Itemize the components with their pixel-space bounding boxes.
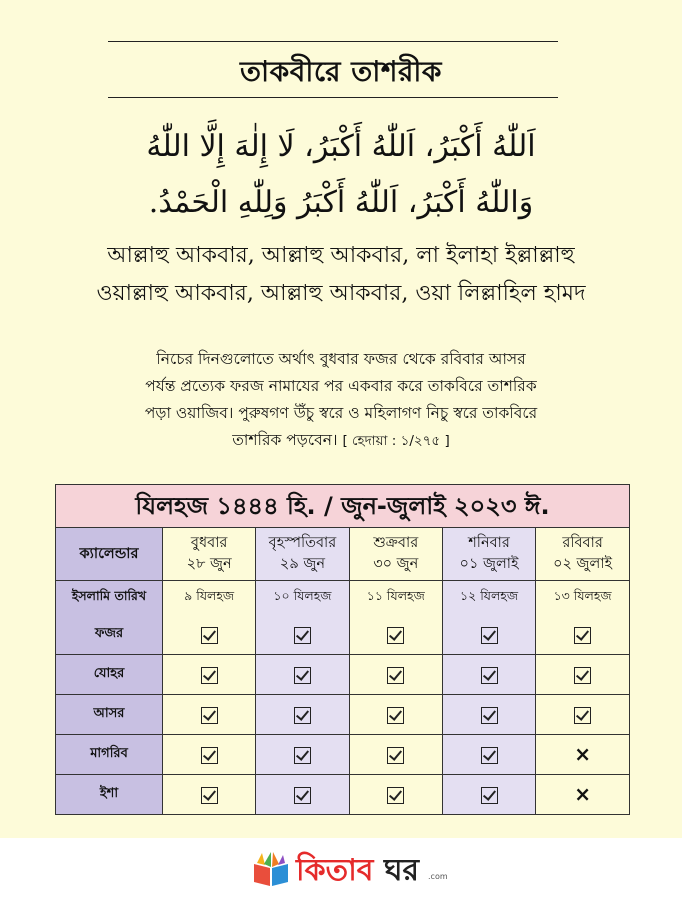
checked-cell xyxy=(256,775,349,815)
checked-box-icon xyxy=(294,667,311,684)
not-applicable-cell xyxy=(536,735,629,775)
checked-box-icon xyxy=(201,667,218,684)
table-row-prayer xyxy=(56,615,629,655)
checked-cell xyxy=(256,695,349,735)
logo-word-1: কিতাব xyxy=(296,853,374,888)
checked-box-icon xyxy=(574,627,591,644)
checked-cell xyxy=(256,615,349,655)
instruction-line-2: পর্যন্ত প্রত্যেক ফরজ নামাযের পর একবার করে তাকবিরে তাশরিক xyxy=(145,377,537,395)
table-row-days xyxy=(56,528,629,581)
instruction-line-3: পড়া ওয়াজিব। পুরুষগণ উঁচু স্বরে ও মহিলাগণ নিচু স্বরে তাকবিরে xyxy=(144,404,538,422)
checked-cell xyxy=(163,775,256,815)
checked-cell xyxy=(442,615,535,655)
cross-icon: × xyxy=(574,742,591,766)
transliteration-line-2: ওয়াল্লাহু আকবার, আল্লাহু আকবার, ওয়া লিল্লাহিল হামদ xyxy=(96,281,586,306)
arabic-line-2: وَاللّٰهُ أَكْبَرُ، اَللّٰهُ أَكْبَرُ وَلِلّٰهِ الْحَمْدُ. xyxy=(148,185,534,220)
day-header-1 xyxy=(163,528,256,581)
checked-cell xyxy=(349,655,442,695)
arabic-line-1: اَللّٰهُ أَكْبَرُ، اَللّٰهُ أَكْبَرُ، لَا إِلٰهَ إِلَّا اللّٰهُ xyxy=(146,129,536,164)
checked-cell xyxy=(163,655,256,695)
prayer-label: আসর xyxy=(56,695,163,735)
islamic-date-label: ইসলামি তারিখ xyxy=(56,581,163,616)
gregorian-date: ০১ জুলাই xyxy=(459,556,519,572)
open-book-icon xyxy=(250,850,292,888)
table-row-prayer xyxy=(56,655,629,695)
checked-cell xyxy=(349,775,442,815)
checked-cell xyxy=(536,655,629,695)
calendar-table xyxy=(56,528,629,814)
checked-cell xyxy=(163,695,256,735)
title-bottom-rule xyxy=(108,97,558,98)
gregorian-date: ৩০ জুন xyxy=(373,556,419,572)
logo-domain: .com xyxy=(428,872,448,881)
instruction-paragraph xyxy=(70,346,612,455)
weekday: শনিবার xyxy=(468,535,510,551)
checked-box-icon xyxy=(387,747,404,764)
checked-box-icon xyxy=(387,627,404,644)
checked-cell xyxy=(442,735,535,775)
hijri-date: ১০ যিলহজ xyxy=(256,581,349,616)
footer xyxy=(0,838,682,901)
gregorian-date: ২৮ জুন xyxy=(186,556,232,572)
takbir-calendar xyxy=(55,484,630,815)
table-row-islamic-date xyxy=(56,581,629,616)
instruction-line-4: তাশরিক পড়বেন। xyxy=(232,431,338,449)
checked-cell xyxy=(442,775,535,815)
gregorian-date: ২৯ জুন xyxy=(279,556,325,572)
checked-box-icon xyxy=(387,707,404,724)
table-row-prayer xyxy=(56,735,629,775)
calendar-label: ক্যালেন্ডার xyxy=(56,528,163,581)
hijri-date: ৯ যিলহজ xyxy=(163,581,256,616)
weekday: রবিবার xyxy=(562,535,603,551)
checked-box-icon xyxy=(294,787,311,804)
day-header-3 xyxy=(349,528,442,581)
checked-cell xyxy=(349,695,442,735)
checked-box-icon xyxy=(201,707,218,724)
checked-box-icon xyxy=(201,787,218,804)
checked-cell xyxy=(349,615,442,655)
table-row-prayer xyxy=(56,775,629,815)
weekday: বুধবার xyxy=(190,535,228,551)
checked-box-icon xyxy=(574,707,591,724)
checked-cell xyxy=(442,695,535,735)
checked-box-icon xyxy=(481,787,498,804)
instruction-line-1: নিচের দিনগুলোতে অর্থাৎ বুধবার ফজর থেকে রবিবার আসর xyxy=(156,350,526,368)
prayer-label: ফজর xyxy=(56,615,163,655)
checked-cell xyxy=(349,735,442,775)
day-header-2 xyxy=(256,528,349,581)
brand-logo xyxy=(296,846,419,897)
checked-box-icon xyxy=(481,707,498,724)
checked-cell xyxy=(163,615,256,655)
title-top-rule xyxy=(108,41,558,42)
prayer-label: ইশা xyxy=(56,775,163,815)
checked-box-icon xyxy=(294,747,311,764)
transliteration-line-1: আল্লাহু আকবার, আল্লাহু আকবার, লা ইলাহা ইল্লাল্লাহু xyxy=(107,243,575,268)
checked-box-icon xyxy=(201,747,218,764)
not-applicable-cell xyxy=(536,775,629,815)
prayer-label: মাগরিব xyxy=(56,735,163,775)
table-row-prayer xyxy=(56,695,629,735)
checked-cell xyxy=(536,695,629,735)
checked-cell xyxy=(256,655,349,695)
checked-box-icon xyxy=(387,787,404,804)
checked-box-icon xyxy=(294,707,311,724)
checked-cell xyxy=(536,615,629,655)
checked-cell xyxy=(256,735,349,775)
weekday: বৃহস্পতিবার xyxy=(268,535,337,551)
day-header-4 xyxy=(442,528,535,581)
checked-box-icon xyxy=(481,747,498,764)
gregorian-date: ০২ জুলাই xyxy=(553,556,613,572)
logo-word-2: ঘর xyxy=(383,853,419,888)
hijri-date: ১২ যিলহজ xyxy=(442,581,535,616)
checked-cell xyxy=(442,655,535,695)
calendar-heading: যিলহজ ১৪৪৪ হি. / জুন-জুলাই ২০২৩ ঈ. xyxy=(56,485,629,528)
hijri-date: ১৩ যিলহজ xyxy=(536,581,629,616)
checked-box-icon xyxy=(574,667,591,684)
checked-box-icon xyxy=(481,627,498,644)
weekday: শুক্রবার xyxy=(373,535,419,551)
checked-cell xyxy=(163,735,256,775)
cross-icon: × xyxy=(574,782,591,806)
hijri-date: ১১ যিলহজ xyxy=(349,581,442,616)
checked-box-icon xyxy=(294,627,311,644)
checked-box-icon xyxy=(387,667,404,684)
prayer-label: যোহর xyxy=(56,655,163,695)
page-title: তাকবীরে তাশরীক xyxy=(240,55,442,88)
reference-citation: [ হেদায়া : ১/২৭৫ ] xyxy=(342,433,450,449)
day-header-5 xyxy=(536,528,629,581)
prayer-rows xyxy=(56,615,629,814)
checked-box-icon xyxy=(481,667,498,684)
checked-box-icon xyxy=(201,627,218,644)
